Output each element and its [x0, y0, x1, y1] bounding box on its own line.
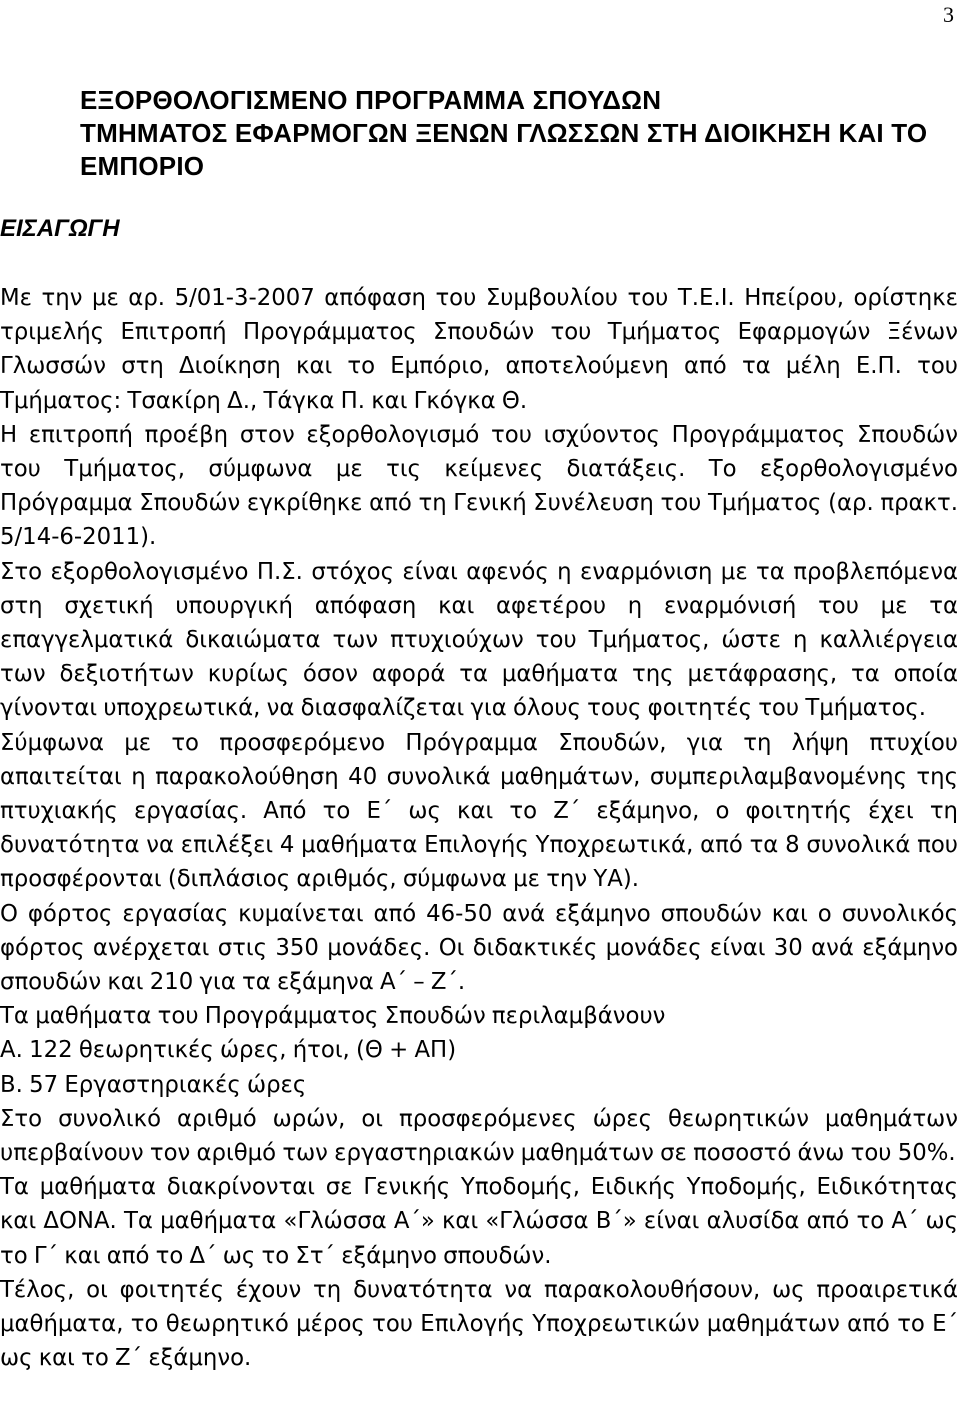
paragraph: Η επιτροπή προέβη στον εξορθολογισμό του ισχύοντος Προγράμματος Σπουδών του Τμήματος, σύμφωνα με τις κείμενες διατάξεις. Το εξορθολογισμένο Πρόγραμμα Σπουδών εγκρίθηκε από τη Γενική Συνέλευση του Τμήματος (αρ. πρακτ. 5/14-6-2011). — [0, 421, 958, 551]
title-line: ΤΜΗΜΑΤΟΣ ΕΦΑΡΜΟΓΩΝ ΞΕΝΩΝ ΓΛΩΣΣΩΝ ΣΤΗ ΔΙΟΙΚΗΣΗ ΚΑΙ ΤΟ — [80, 118, 928, 148]
page-number: 3 — [943, 2, 954, 27]
document-body — [0, 281, 958, 1376]
page-title — [80, 84, 928, 183]
paragraph: Β. 57 Εργαστηριακές ώρες — [0, 1071, 307, 1098]
paragraph: Στο συνολικό αριθμό ωρών, οι προσφερόμενες ώρες θεωρητικών μαθημάτων υπερβαίνουν τον αριθμό των εργαστηριακών μαθημάτων σε ποσοστό άνω του 50%. — [0, 1105, 958, 1167]
paragraph: Σύμφωνα με το προσφερόμενο Πρόγραμμα Σπουδών, για τη λήψη πτυχίου απαιτείται η παρακολούθηση 40 συνολικά μαθημάτων, συμπεριλαμβανομένης της πτυχιακής εργασίας. Από το Ε΄ ως και το Ζ΄ εξάμηνο, ο φοιτητής έχει τη δυνατότητα να επιλέξει 4 μαθήματα Επιλογής Υποχρεωτικά, από τα 8 συνολικά που προσφέρονται (διπλάσιος αριθμός, σύμφωνα με την ΥΑ). — [0, 729, 958, 893]
paragraph: Τα μαθήματα του Προγράμματος Σπουδών περιλαμβάνουν — [0, 1003, 666, 1030]
paragraph: Στο εξορθολογισμένο Π.Σ. στόχος είναι αφενός η εναρμόνιση με τα προβλεπόμενα στη σχετική υπουργική απόφαση και αφετέρου η εναρμόνισή του με τα επαγγελματικά δικαιώματα των πτυχιούχων του Τμήματος, ώστε η καλλιέργεια των δεξιοτήτων κυρίως όσον αφορά τα μαθήματα της μετάφρασης, τα οποία γίνονται υποχρεωτικά, να διασφαλίζεται για όλους τους φοιτητές του Τμήματος. — [0, 558, 958, 722]
paragraph: Τα μαθήματα διακρίνονται σε Γενικής Υποδομής, Ειδικής Υποδομής, Ειδικότητας και ΔΟΝΑ. Τα μαθήματα «Γλώσσα Α΄» και «Γλώσσα Β΄» είναι αλυσίδα από το Α΄ ως το Γ΄ και από το Δ΄ ως το Στ΄ εξάμηνο σπουδών. — [0, 1174, 958, 1269]
section-heading: ΕΙΣΑΓΩΓΗ — [0, 215, 120, 242]
paragraph: Τέλος, οι φοιτητές έχουν τη δυνατότητα να παρακολουθήσουν, ως προαιρετικά μαθήματα, το θεωρητικό μέρος του Επιλογής Υποχρεωτικών μαθημάτων από το Ε΄ ως και το Ζ΄ εξάμηνο. — [0, 1276, 958, 1372]
paragraph: Με την με αρ. 5/01-3-2007 απόφαση του Συμβουλίου του Τ.Ε.Ι. Ηπείρου, ορίστηκε τριμελής Επιτροπή Προγράμματος Σπουδών του Τμήματος Εφαρμογών Ξένων Γλωσσών στη Διοίκηση και το Εμπόριο, αποτελούμενη από τα μέλη Ε.Π. του Τμήματος: Τσακίρη Δ., Τάγκα Π. και Γκόγκα Θ. — [0, 285, 958, 414]
paragraph: Ο φόρτος εργασίας κυμαίνεται από 46-50 ανά εξάμηνο σπουδών και ο συνολικός φόρτος ανέρχεται στις 350 μονάδες. Οι διδακτικές μονάδες είναι 30 ανά εξάμηνο σπουδών και 210 για τα εξάμηνα Α΄ – Ζ΄. — [0, 900, 958, 996]
title-line: ΕΜΠΟΡΙΟ — [80, 151, 205, 181]
title-line: ΕΞΟΡΘΟΛΟΓΙΣΜΕΝΟ ΠΡΟΓΡΑΜΜΑ ΣΠΟΥΔΩΝ — [80, 85, 662, 115]
paragraph: Α. 122 θεωρητικές ώρες, ήτοι, (Θ + ΑΠ) — [0, 1037, 457, 1064]
